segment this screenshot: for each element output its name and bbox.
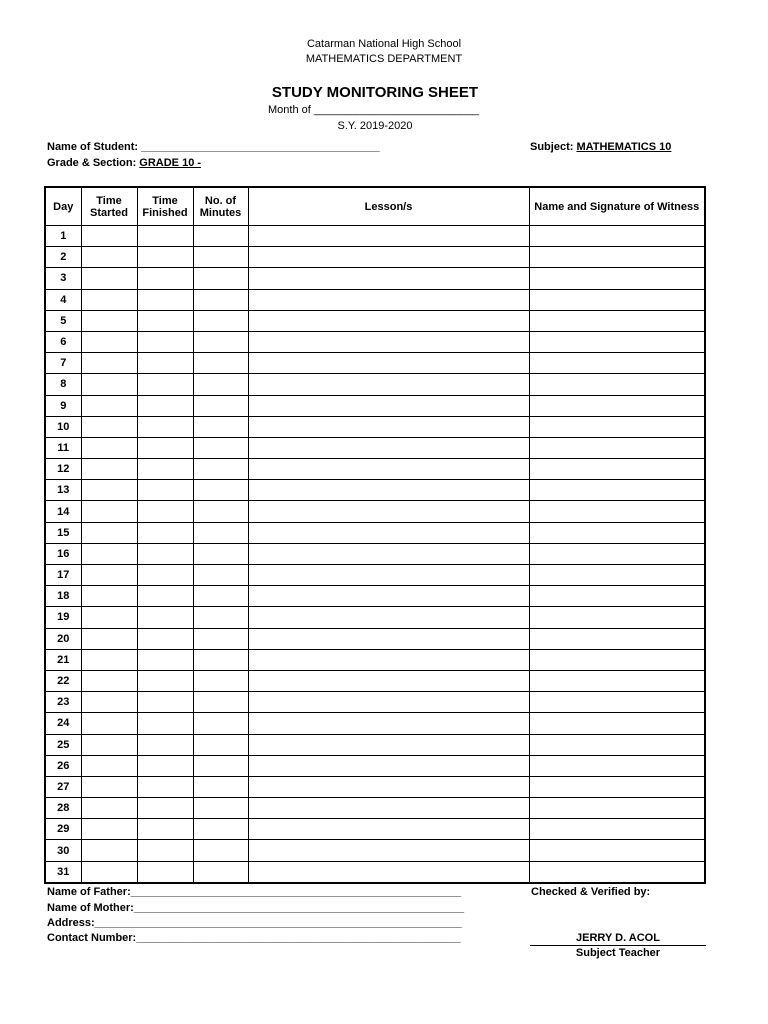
header-day: Day <box>45 187 81 226</box>
table-row <box>45 331 705 352</box>
minutes-cell[interactable] <box>193 776 248 797</box>
witness-cell[interactable] <box>529 840 705 861</box>
time-finished-cell[interactable] <box>137 395 193 416</box>
lesson-cell[interactable] <box>248 459 529 480</box>
time-finished-cell[interactable] <box>137 459 193 480</box>
lesson-cell[interactable] <box>248 331 529 352</box>
time-finished-cell[interactable] <box>137 692 193 713</box>
time-started-cell[interactable] <box>81 416 137 437</box>
witness-cell[interactable] <box>529 543 705 564</box>
subject-label: Subject: <box>530 141 577 153</box>
witness-cell[interactable] <box>529 522 705 543</box>
time-finished-cell[interactable] <box>137 522 193 543</box>
time-finished-cell[interactable] <box>137 501 193 522</box>
day-cell: 9 <box>45 395 81 416</box>
table-row <box>45 755 705 776</box>
day-cell: 13 <box>45 480 81 501</box>
school-year: S.Y. 2019-2020 <box>337 120 413 132</box>
minutes-cell[interactable] <box>193 416 248 437</box>
table-row <box>45 670 705 691</box>
time-finished-cell[interactable] <box>137 734 193 755</box>
minutes-cell[interactable] <box>193 543 248 564</box>
day-cell: 21 <box>45 649 81 670</box>
school-name: Catarman National High School <box>306 38 462 50</box>
lesson-cell[interactable] <box>248 480 529 501</box>
witness-cell[interactable] <box>529 713 705 734</box>
time-finished-cell[interactable] <box>137 480 193 501</box>
day-cell: 27 <box>45 776 81 797</box>
minutes-cell[interactable] <box>193 480 248 501</box>
lesson-cell[interactable] <box>248 861 529 883</box>
grade-section-label: Grade & Section: <box>47 157 140 169</box>
father-name-field[interactable]: Name of Father:______________________________________________________ <box>47 886 462 898</box>
lesson-cell[interactable] <box>248 501 529 522</box>
table-row <box>45 353 705 374</box>
time-finished-cell[interactable] <box>137 649 193 670</box>
table-row <box>45 840 705 861</box>
minutes-cell[interactable] <box>193 437 248 458</box>
table-row <box>45 247 705 268</box>
time-finished-cell[interactable] <box>137 565 193 586</box>
day-cell: 16 <box>45 543 81 564</box>
minutes-cell[interactable] <box>193 565 248 586</box>
lesson-cell[interactable] <box>248 247 529 268</box>
subject-row <box>530 141 671 153</box>
time-finished-cell[interactable] <box>137 861 193 883</box>
day-cell: 10 <box>45 416 81 437</box>
minutes-cell[interactable] <box>193 755 248 776</box>
minutes-cell[interactable] <box>193 522 248 543</box>
day-cell: 15 <box>45 522 81 543</box>
time-started-cell[interactable] <box>81 776 137 797</box>
minutes-cell[interactable] <box>193 798 248 819</box>
lesson-cell[interactable] <box>248 670 529 691</box>
time-finished-cell[interactable] <box>137 798 193 819</box>
time-started-cell[interactable] <box>81 819 137 840</box>
day-cell: 28 <box>45 798 81 819</box>
witness-cell[interactable] <box>529 861 705 883</box>
time-started-cell[interactable] <box>81 713 137 734</box>
minutes-cell[interactable] <box>193 374 248 395</box>
table-header-row <box>45 187 705 226</box>
day-cell: 30 <box>45 840 81 861</box>
table-row <box>45 734 705 755</box>
day-cell: 4 <box>45 289 81 310</box>
lesson-cell[interactable] <box>248 522 529 543</box>
lesson-cell[interactable] <box>248 374 529 395</box>
table-row <box>45 628 705 649</box>
time-started-cell[interactable] <box>81 692 137 713</box>
day-cell: 18 <box>45 586 81 607</box>
contact-number-field[interactable]: Contact Number:_____________________________________________________ <box>47 932 461 944</box>
time-finished-cell[interactable] <box>137 670 193 691</box>
time-started-cell[interactable] <box>81 649 137 670</box>
day-cell: 5 <box>45 310 81 331</box>
lesson-cell[interactable] <box>248 776 529 797</box>
table-row <box>45 289 705 310</box>
day-cell: 11 <box>45 437 81 458</box>
header-time-started: Time Started <box>81 187 137 226</box>
time-finished-cell[interactable] <box>137 607 193 628</box>
lesson-cell[interactable] <box>248 353 529 374</box>
minutes-cell[interactable] <box>193 713 248 734</box>
lesson-cell[interactable] <box>248 649 529 670</box>
table-row <box>45 416 705 437</box>
time-finished-cell[interactable] <box>137 628 193 649</box>
witness-cell[interactable] <box>529 353 705 374</box>
time-started-cell[interactable] <box>81 861 137 883</box>
student-name-line[interactable]: _______________________________________ <box>141 141 380 153</box>
table-row <box>45 607 705 628</box>
time-started-cell[interactable] <box>81 395 137 416</box>
table-body <box>45 226 705 883</box>
subject-value: MATHEMATICS 10 <box>576 141 672 153</box>
table-row <box>45 480 705 501</box>
witness-cell[interactable] <box>529 607 705 628</box>
minutes-cell[interactable] <box>193 628 248 649</box>
table-row <box>45 459 705 480</box>
time-started-cell[interactable] <box>81 734 137 755</box>
table-row <box>45 395 705 416</box>
minutes-cell[interactable] <box>193 395 248 416</box>
time-started-cell[interactable] <box>81 607 137 628</box>
time-started-cell[interactable] <box>81 331 137 352</box>
witness-cell[interactable] <box>529 586 705 607</box>
time-started-cell[interactable] <box>81 459 137 480</box>
month-field: Month of ___________________________ <box>268 104 480 116</box>
time-started-cell[interactable] <box>81 437 137 458</box>
time-started-cell[interactable] <box>81 247 137 268</box>
lesson-cell[interactable] <box>248 840 529 861</box>
day-cell: 8 <box>45 374 81 395</box>
minutes-cell[interactable] <box>193 268 248 289</box>
time-started-cell[interactable] <box>81 374 137 395</box>
table-row <box>45 565 705 586</box>
teacher-role: Subject Teacher <box>575 947 661 959</box>
witness-cell[interactable] <box>529 395 705 416</box>
lesson-cell[interactable] <box>248 543 529 564</box>
time-started-cell[interactable] <box>81 310 137 331</box>
minutes-cell[interactable] <box>193 734 248 755</box>
day-cell: 29 <box>45 819 81 840</box>
mother-name-field[interactable]: Name of Mother:______________________________________________________ <box>47 902 465 914</box>
witness-cell[interactable] <box>529 459 705 480</box>
time-finished-cell[interactable] <box>137 374 193 395</box>
witness-cell[interactable] <box>529 416 705 437</box>
time-started-cell[interactable] <box>81 670 137 691</box>
lesson-cell[interactable] <box>248 734 529 755</box>
table-row <box>45 819 705 840</box>
witness-cell[interactable] <box>529 437 705 458</box>
day-cell: 12 <box>45 459 81 480</box>
lesson-cell[interactable] <box>248 819 529 840</box>
sheet-title: STUDY MONITORING SHEET <box>271 84 479 101</box>
day-cell: 26 <box>45 755 81 776</box>
time-started-cell[interactable] <box>81 480 137 501</box>
time-started-cell[interactable] <box>81 226 137 247</box>
grade-section-row <box>47 157 201 169</box>
lesson-cell[interactable] <box>248 798 529 819</box>
header-time-finished: Time Finished <box>137 187 193 226</box>
lesson-cell[interactable] <box>248 289 529 310</box>
time-finished-cell[interactable] <box>137 289 193 310</box>
header-lessons: Lesson/s <box>248 187 529 226</box>
address-field[interactable]: Address:____________________________________________________________ <box>47 917 462 929</box>
time-finished-cell[interactable] <box>137 226 193 247</box>
minutes-cell[interactable] <box>193 331 248 352</box>
time-started-cell[interactable] <box>81 268 137 289</box>
time-started-cell[interactable] <box>81 628 137 649</box>
table-row <box>45 226 705 247</box>
table-row <box>45 798 705 819</box>
minutes-cell[interactable] <box>193 289 248 310</box>
witness-cell[interactable] <box>529 649 705 670</box>
day-cell: 24 <box>45 713 81 734</box>
day-cell: 7 <box>45 353 81 374</box>
lesson-cell[interactable] <box>248 268 529 289</box>
table-row <box>45 437 705 458</box>
monitoring-table <box>44 186 706 884</box>
minutes-cell[interactable] <box>193 226 248 247</box>
time-started-cell[interactable] <box>81 586 137 607</box>
minutes-cell[interactable] <box>193 353 248 374</box>
time-finished-cell[interactable] <box>137 755 193 776</box>
day-cell: 6 <box>45 331 81 352</box>
day-cell: 14 <box>45 501 81 522</box>
signature-line <box>530 945 706 946</box>
table-row <box>45 501 705 522</box>
day-cell: 25 <box>45 734 81 755</box>
time-finished-cell[interactable] <box>137 268 193 289</box>
time-finished-cell[interactable] <box>137 819 193 840</box>
table-row <box>45 649 705 670</box>
table-row <box>45 268 705 289</box>
minutes-cell[interactable] <box>193 607 248 628</box>
witness-cell[interactable] <box>529 670 705 691</box>
time-finished-cell[interactable] <box>137 586 193 607</box>
table-row <box>45 692 705 713</box>
lesson-cell[interactable] <box>248 586 529 607</box>
lesson-cell[interactable] <box>248 755 529 776</box>
table-row <box>45 543 705 564</box>
time-started-cell[interactable] <box>81 755 137 776</box>
lesson-cell[interactable] <box>248 416 529 437</box>
time-started-cell[interactable] <box>81 565 137 586</box>
day-cell: 19 <box>45 607 81 628</box>
day-cell: 22 <box>45 670 81 691</box>
witness-cell[interactable] <box>529 480 705 501</box>
table-row <box>45 310 705 331</box>
minutes-cell[interactable] <box>193 310 248 331</box>
time-started-cell[interactable] <box>81 501 137 522</box>
time-finished-cell[interactable] <box>137 331 193 352</box>
time-started-cell[interactable] <box>81 353 137 374</box>
witness-cell[interactable] <box>529 310 705 331</box>
minutes-cell[interactable] <box>193 247 248 268</box>
time-started-cell[interactable] <box>81 289 137 310</box>
witness-cell[interactable] <box>529 734 705 755</box>
table-row <box>45 522 705 543</box>
witness-cell[interactable] <box>529 331 705 352</box>
day-cell: 1 <box>45 226 81 247</box>
teacher-name: JERRY D. ACOL <box>576 932 660 944</box>
lesson-cell[interactable] <box>248 395 529 416</box>
day-cell: 3 <box>45 268 81 289</box>
minutes-cell[interactable] <box>193 861 248 883</box>
witness-cell[interactable] <box>529 776 705 797</box>
minutes-cell[interactable] <box>193 819 248 840</box>
lesson-cell[interactable] <box>248 692 529 713</box>
header-minutes: No. of Minutes <box>193 187 248 226</box>
lesson-cell[interactable] <box>248 437 529 458</box>
lesson-cell[interactable] <box>248 226 529 247</box>
time-finished-cell[interactable] <box>137 247 193 268</box>
table-row <box>45 374 705 395</box>
witness-cell[interactable] <box>529 798 705 819</box>
time-started-cell[interactable] <box>81 798 137 819</box>
lesson-cell[interactable] <box>248 713 529 734</box>
student-name-label: Name of Student: <box>47 141 142 153</box>
minutes-cell[interactable] <box>193 459 248 480</box>
witness-cell[interactable] <box>529 819 705 840</box>
minutes-cell[interactable] <box>193 840 248 861</box>
minutes-cell[interactable] <box>193 501 248 522</box>
day-cell: 20 <box>45 628 81 649</box>
time-finished-cell[interactable] <box>137 437 193 458</box>
day-cell: 17 <box>45 565 81 586</box>
minutes-cell[interactable] <box>193 586 248 607</box>
day-cell: 23 <box>45 692 81 713</box>
header-witness: Name and Signature of Witness <box>529 187 705 226</box>
table-row <box>45 713 705 734</box>
witness-cell[interactable] <box>529 628 705 649</box>
minutes-cell[interactable] <box>193 692 248 713</box>
witness-cell[interactable] <box>529 226 705 247</box>
table-row <box>45 776 705 797</box>
lesson-cell[interactable] <box>248 607 529 628</box>
lesson-cell[interactable] <box>248 565 529 586</box>
minutes-cell[interactable] <box>193 670 248 691</box>
lesson-cell[interactable] <box>248 628 529 649</box>
witness-cell[interactable] <box>529 374 705 395</box>
time-started-cell[interactable] <box>81 543 137 564</box>
minutes-cell[interactable] <box>193 649 248 670</box>
time-finished-cell[interactable] <box>137 353 193 374</box>
day-cell: 2 <box>45 247 81 268</box>
table-row <box>45 586 705 607</box>
witness-cell[interactable] <box>529 289 705 310</box>
lesson-cell[interactable] <box>248 310 529 331</box>
time-finished-cell[interactable] <box>137 543 193 564</box>
grade-section-value[interactable]: GRADE 10 - <box>139 157 202 169</box>
department-name: MATHEMATICS DEPARTMENT <box>305 53 463 65</box>
witness-cell[interactable] <box>529 247 705 268</box>
time-finished-cell[interactable] <box>137 840 193 861</box>
day-cell: 31 <box>45 861 81 883</box>
time-finished-cell[interactable] <box>137 713 193 734</box>
witness-cell[interactable] <box>529 692 705 713</box>
student-name-row <box>47 141 380 153</box>
time-started-cell[interactable] <box>81 840 137 861</box>
witness-cell[interactable] <box>529 501 705 522</box>
table-row <box>45 861 705 883</box>
time-finished-cell[interactable] <box>137 776 193 797</box>
witness-cell[interactable] <box>529 755 705 776</box>
checked-verified-label: Checked & Verified by: <box>531 886 651 898</box>
witness-cell[interactable] <box>529 565 705 586</box>
time-finished-cell[interactable] <box>137 310 193 331</box>
witness-cell[interactable] <box>529 268 705 289</box>
time-finished-cell[interactable] <box>137 416 193 437</box>
time-started-cell[interactable] <box>81 522 137 543</box>
